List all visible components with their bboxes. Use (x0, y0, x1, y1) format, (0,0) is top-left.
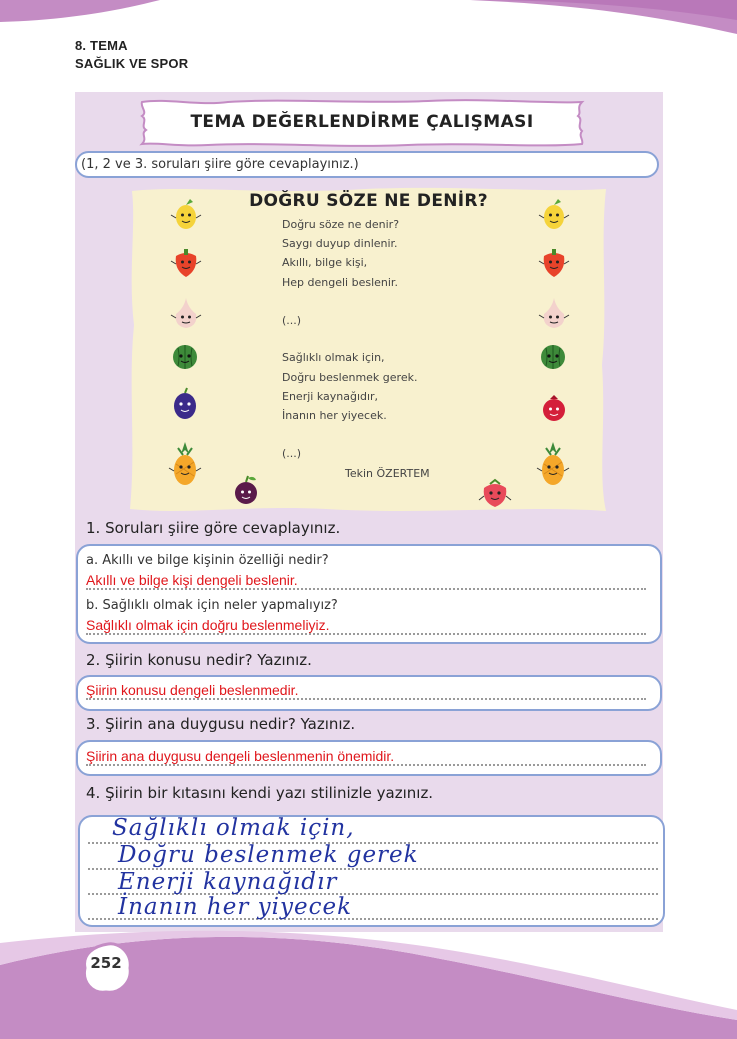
question-2-heading: 2. Şiirin konusu nedir? Yazınız. (86, 651, 312, 669)
pineapple-icon (168, 440, 202, 490)
handwritten-line: İnanın her yiyecek (118, 894, 353, 920)
poem-ellipsis: (...) (282, 447, 302, 460)
answer-line (86, 633, 646, 635)
poem-line: Doğru beslenmek gerek. (282, 371, 418, 384)
question-3-heading: 3. Şiirin ana duygusu nedir? Yazınız. (86, 715, 356, 733)
pepper-icon (170, 246, 202, 280)
poem-line: İnanın her yiyecek. (282, 409, 387, 422)
poet-name: Tekin ÖZERTEM (345, 467, 430, 480)
grape-icon (230, 473, 262, 509)
garlic-icon (170, 296, 202, 332)
poem-line: Hep dengeli beslenir. (282, 276, 398, 289)
poem-line: Doğru söze ne denir? (282, 218, 400, 231)
answer-1b[interactable]: Sağlıklı olmak için doğru beslenmeliyiz. (86, 617, 330, 633)
poem-line: Sağlıklı olmak için, (282, 351, 385, 364)
question-1b: b. Sağlıklı olmak için neler yapmalıyız? (86, 598, 338, 613)
answer-3[interactable]: Şiirin ana duygusu dengeli beslenmenin önemidir. (86, 748, 395, 764)
lemon-icon (170, 198, 202, 232)
page-title: TEMA DEĞERLENDİRME ÇALIŞMASI (190, 112, 534, 132)
answer-1a[interactable]: Akıllı ve bilge kişi dengeli beslenir. (86, 572, 298, 588)
handwritten-line: Enerji kaynağıdır (118, 869, 338, 895)
pineapple-icon (536, 440, 570, 490)
pomegranate-icon (538, 392, 570, 424)
answer-line (86, 588, 646, 590)
poem-line: Saygı duyup dinlenir. (282, 237, 398, 250)
plum-icon (168, 386, 202, 422)
poem-line: Akıllı, bilge kişi, (282, 256, 368, 269)
answer-2[interactable]: Şiirin konusu dengeli beslenmedir. (86, 682, 299, 698)
handwritten-line: Doğru beslenmek gerek (118, 842, 419, 868)
question-4-heading: 4. Şiirin bir kıtasını kendi yazı stilinizle yazınız. (86, 784, 434, 802)
poem-ellipsis: (...) (282, 314, 302, 327)
theme-subtitle: SAĞLIK VE SPOR (75, 56, 189, 71)
watermelon-icon (168, 340, 202, 374)
page-number: 252 (90, 954, 122, 972)
answer-line (86, 698, 646, 700)
garlic-icon (538, 296, 570, 332)
watermelon-icon (536, 340, 570, 374)
raspberry-icon (478, 476, 512, 510)
question-1a: a. Akıllı ve bilge kişinin özelliği nedir? (86, 553, 329, 568)
question-1-heading: 1. Soruları şiire göre cevaplayınız. (86, 519, 341, 537)
poem-title: DOĞRU SÖZE NE DENİR? (249, 191, 488, 211)
instruction-text: (1, 2 ve 3. soruları şiire göre cevaplayınız.) (75, 151, 659, 178)
theme-number: 8. TEMA (75, 38, 128, 53)
handwritten-line: Sağlıklı olmak için, (112, 815, 355, 841)
lemon-icon (538, 198, 570, 232)
answer-line (86, 764, 646, 766)
pepper-icon (538, 246, 570, 280)
poem-line: Enerji kaynağıdır, (282, 390, 379, 403)
